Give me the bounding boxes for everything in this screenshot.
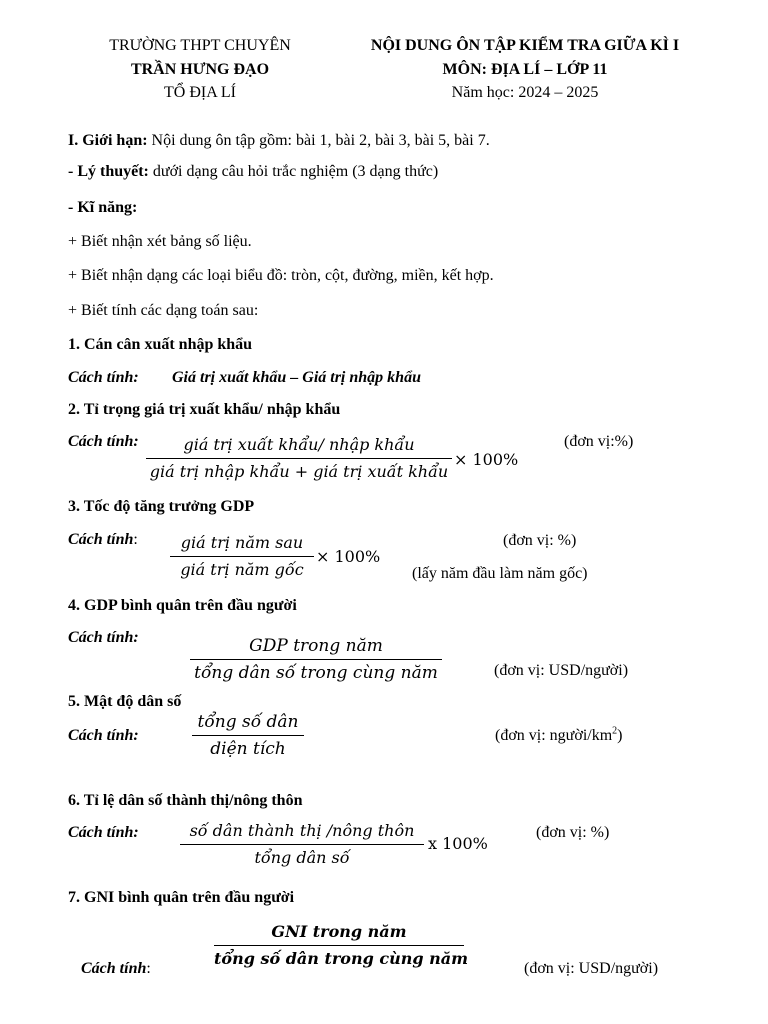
section-4-denominator: tổng dân số trong cùng năm bbox=[194, 663, 438, 683]
section-5-unit: (đơn vị: người/$km^2$) bbox=[495, 725, 623, 744]
section-2-multiplier: × 100% bbox=[454, 450, 519, 469]
school-name-bold: TRẦN HƯNG ĐẠO bbox=[130, 61, 270, 78]
section-6-unit: (đơn vị: %) bbox=[536, 824, 610, 841]
scope-line bbox=[68, 131, 490, 151]
section-5-title: 5. Mật độ dân số bbox=[68, 693, 182, 710]
section-3-title: 3. Tốc độ tăng trưởng GDP bbox=[68, 498, 255, 515]
section-3-note: (lấy năm đầu làm năm gốc) bbox=[412, 565, 588, 582]
section-5-calc-label: Cách tính: bbox=[68, 727, 139, 744]
section-1-calc-label: Cách tính: bbox=[68, 369, 139, 386]
section-3-numerator: giá trị năm sau bbox=[180, 533, 304, 552]
fraction-bar bbox=[170, 556, 314, 557]
department-name: TỔ ĐỊA LÍ bbox=[164, 84, 236, 101]
section-2-denominator: giá trị nhập khẩu + giá trị xuất khẩu bbox=[149, 462, 449, 481]
section-6-title: 6. Tỉ lệ dân số thành thị/nông thôn bbox=[68, 792, 303, 809]
section-4-unit: (đơn vị: USD/người) bbox=[494, 662, 629, 679]
school-name: TRƯỜNG THPT CHUYÊN bbox=[109, 37, 291, 54]
fraction-bar bbox=[214, 945, 464, 946]
section-3-multiplier: × 100% bbox=[316, 547, 381, 566]
skill-item-2: + Biết nhận dạng các loại biểu đồ: tròn, cột, đường, miền, kết hợp. bbox=[68, 267, 494, 284]
fraction-bar bbox=[146, 458, 452, 459]
section-3-unit: (đơn vị: %) bbox=[503, 532, 577, 549]
skill-item-1: + Biết nhận xét bảng số liệu. bbox=[68, 233, 252, 250]
section-4-fraction bbox=[190, 635, 442, 684]
skill-item-3: + Biết tính các dạng toán sau: bbox=[68, 302, 259, 319]
section-7-numerator: GNI trong năm bbox=[271, 922, 407, 941]
fraction-bar bbox=[180, 844, 424, 845]
section-7-fraction bbox=[214, 921, 469, 970]
section-2-calc-label: Cách tính: bbox=[68, 433, 139, 450]
fraction-bar bbox=[192, 735, 304, 736]
section-1-title: 1. Cán cân xuất nhập khẩu bbox=[68, 336, 253, 353]
theory-label: - Lý thuyết: bbox=[68, 163, 149, 180]
section-4-title: 4. GDP bình quân trên đầu người bbox=[68, 597, 297, 614]
section-2-unit: (đơn vị:%) bbox=[564, 433, 634, 450]
section-6-calc-label: Cách tính: bbox=[68, 824, 139, 841]
theory-text: dưới dạng câu hỏi trắc nghiệm (3 dạng thức) bbox=[148, 163, 439, 180]
section-6-numerator: số dân thành thị /nông thôn bbox=[189, 821, 415, 840]
scope-label: I. Giới hạn: bbox=[68, 132, 148, 149]
section-7-title: 7. GNI bình quân trên đầu người bbox=[68, 889, 295, 906]
section-3-fraction bbox=[170, 532, 314, 581]
section-4-numerator: GDP trong năm bbox=[249, 636, 383, 656]
document-title: NỘI DUNG ÔN TẬP KIỂM TRA GIỮA KÌ I bbox=[370, 37, 680, 54]
section-7-unit: (đơn vị: USD/người) bbox=[524, 960, 659, 977]
section-2-fraction bbox=[146, 434, 452, 483]
section-6-denominator: tổng dân số bbox=[254, 848, 350, 867]
section-2-title: 2. Tỉ trọng giá trị xuất khẩu/ nhập khẩu bbox=[68, 401, 341, 418]
section-4-calc-label: Cách tính: bbox=[68, 629, 139, 646]
scope-text: Nội dung ôn tập gồm: bài 1, bài 2, bài 3, bài 5, bài 7. bbox=[147, 132, 490, 149]
skills-label: - Kĩ năng: bbox=[68, 199, 138, 216]
theory-line bbox=[68, 162, 438, 182]
fraction-bar bbox=[190, 659, 442, 660]
section-7-calc-label: Cách tính: bbox=[81, 960, 151, 977]
section-5-fraction bbox=[192, 711, 304, 760]
section-6-fraction bbox=[180, 820, 424, 869]
section-3-calc-label: Cách tính: bbox=[68, 531, 138, 548]
section-2-numerator: giá trị xuất khẩu/ nhập khẩu bbox=[183, 435, 415, 454]
section-5-denominator: diện tích bbox=[210, 739, 286, 759]
section-6-multiplier: x 100% bbox=[428, 834, 488, 853]
school-year: Năm học: 2024 – 2025 bbox=[451, 84, 599, 101]
section-7-denominator: tổng số dân trong cùng năm bbox=[214, 949, 469, 968]
section-3-denominator: giá trị năm gốc bbox=[180, 560, 304, 579]
section-1-formula: Giá trị xuất khẩu – Giá trị nhập khẩu bbox=[172, 369, 421, 386]
subject-line: MÔN: ĐỊA LÍ – LỚP 11 bbox=[442, 61, 608, 78]
section-5-numerator: tổng số dân bbox=[197, 712, 299, 732]
